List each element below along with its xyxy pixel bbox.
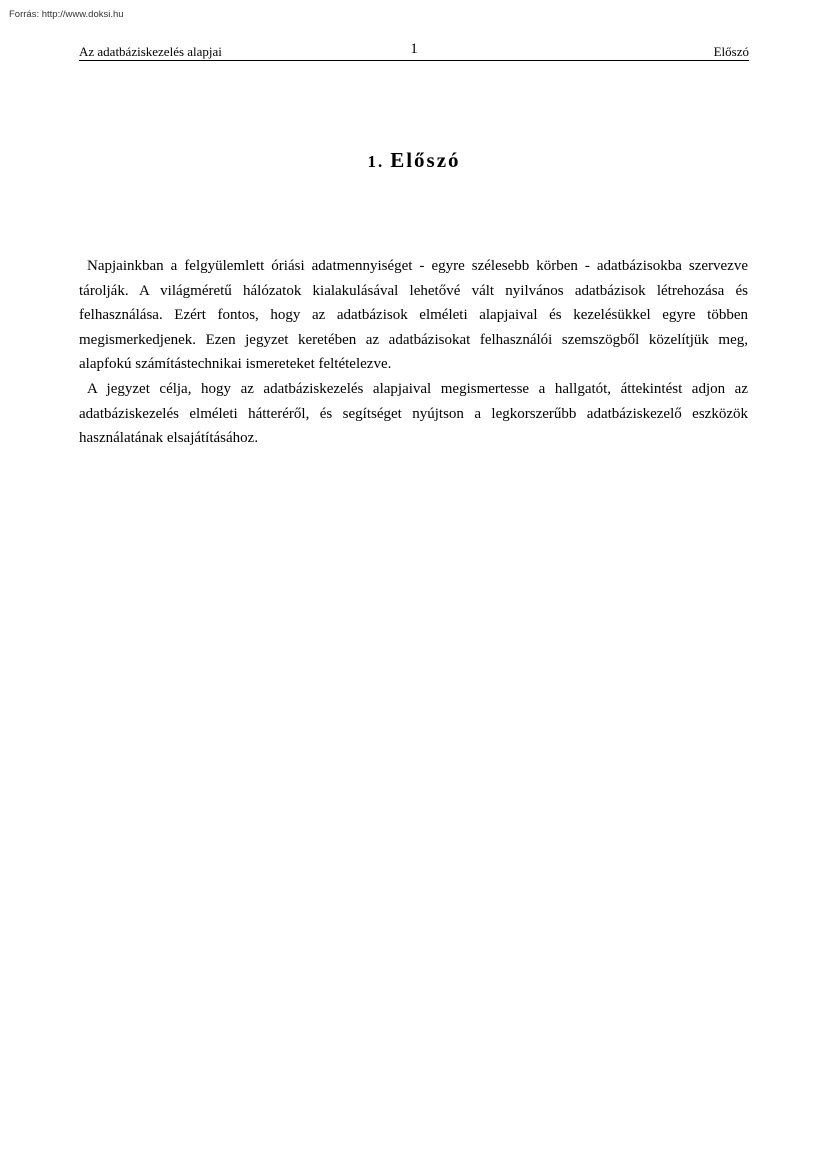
body-text [79,254,748,451]
paragraph: A jegyzet célja, hogy az adatbáziskezelés alapjaival megismertesse a hallgatót, áttekintést adjon az adatbáziskezelés elméleti hátteréről, és segítséget nyújtson a legkorszerűbb adatbáziskezelő eszközök használatának elsajátításához. [79,380,748,447]
source-note: Forrás: http://www.doksi.hu [9,9,124,20]
running-header [79,41,749,61]
header-page-number: 1 [410,41,418,57]
chapter-number: 1. [367,152,385,171]
chapter-title: Előszó [390,148,461,172]
chapter-heading [79,148,749,173]
paragraph: Napjainkban a felgyülemlett óriási adatmennyiséget - egyre szélesebb körben - adatbázisokba szervezve tárolják. A világméretű hálózatok kialakulásával lehetővé vált nyilvános adatbázisok létrehozása és felhasználása. Ezért fontos, hogy az adatbázisok elméleti alapjaival és kezelésükkel egyre többen megismerkedjenek. Ezen jegyzet keretében az adatbázisokat felhasználói szemszögből közelítjük meg, alapfokú számítástechnikai ismereteket feltételezve. [79,258,748,373]
header-document-title: Az adatbáziskezelés alapjai [79,44,222,59]
header-section-title: Előszó [713,44,749,59]
